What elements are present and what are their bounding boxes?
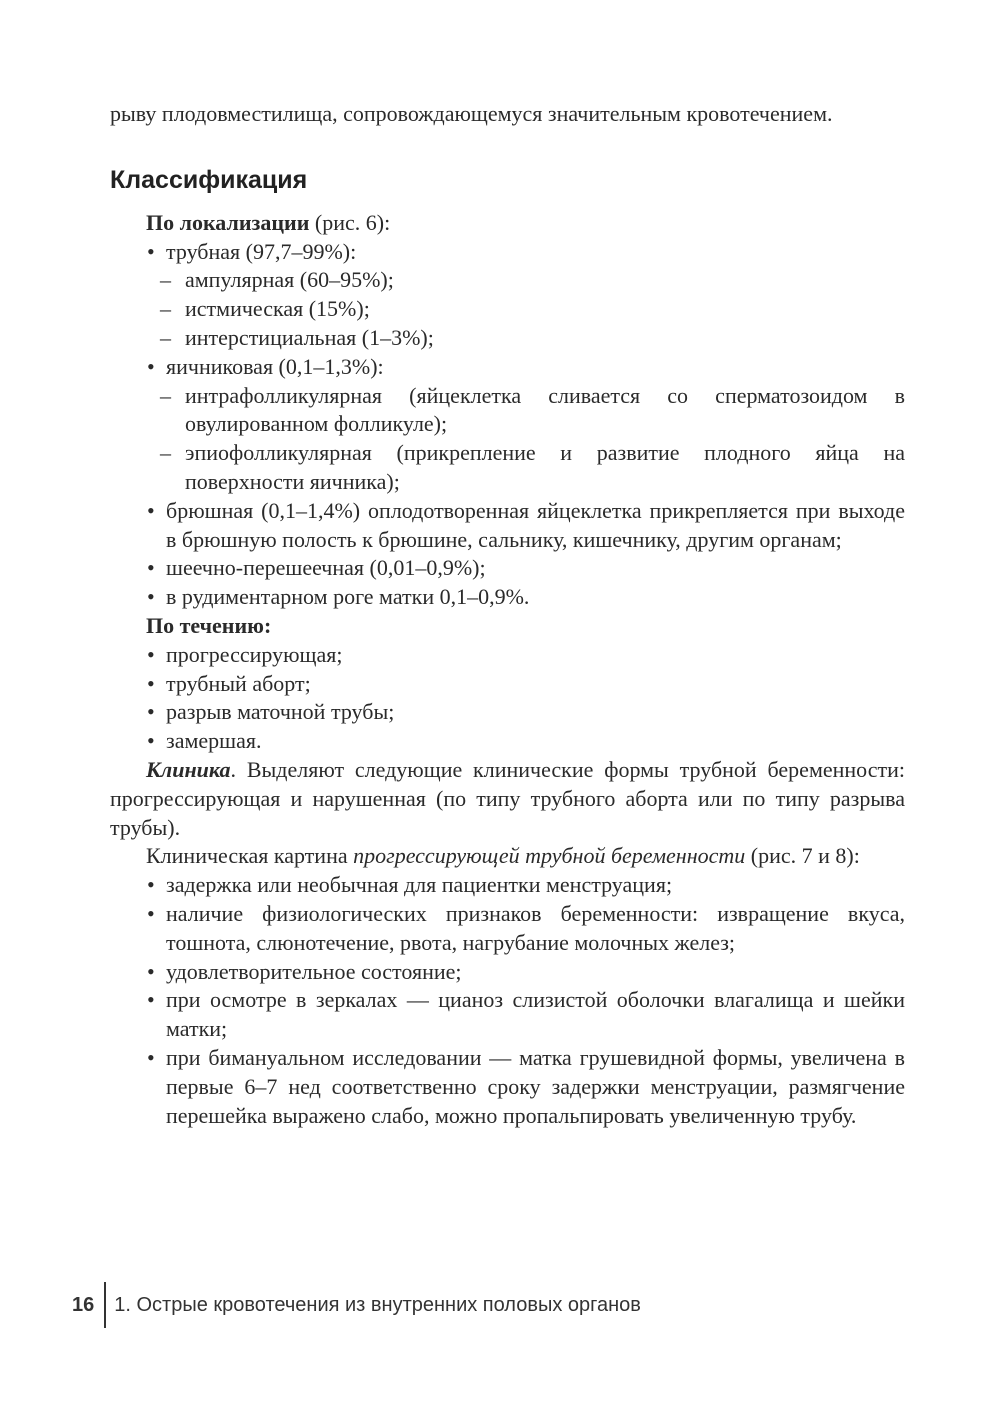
localization-heading [146,209,905,238]
localization-label: По локализации [146,209,310,235]
localization-ref: (рис. 6): [309,209,391,235]
page-number: 16 [72,1293,95,1316]
list-item: • удовлетворительное состояние; [110,958,905,987]
chapter-title: 1. Острые кровотечения из внутренних половых органов [114,1293,641,1316]
list-item: • задержка или необычная для пациентки менструация; [110,871,905,900]
list-item: • при бимануальном исследовании — матка грушевидной формы, увеличена в первые 6–7 нед соответственно сроку задержки менструации, размягчение перешейка выражено слабо, можно пропальпировать увеличенную трубу. [110,1044,905,1130]
picture-post: (рис. 7 и 8): [745,843,860,869]
course-heading [146,612,905,641]
list-item: • прогрессирующая; [110,641,905,670]
list-item: • брюшная (0,1–1,4%) оплодотворенная яйцеклетка прикрепляется при выходе в брюшную полость к брюшине, сальнику, кишечнику, другим органам; [110,497,905,555]
page-body [110,100,905,1130]
localization-list [110,238,905,612]
clinic-paragraph [110,756,905,842]
list-item: • разрыв маточной трубы; [110,698,905,727]
list-item: • в рудиментарном роге матки 0,1–0,9%. [110,583,905,612]
picture-pre: Клиническая картина [146,843,354,869]
list-item: – интерстициальная (1–3%); [110,324,905,353]
course-list [110,641,905,756]
picture-em: прогрессирующей трубной беременности [353,843,746,869]
list-item: • при осмотре в зеркалах — цианоз слизистой оболочки влагалища и шейки матки; [110,986,905,1044]
intro-paragraph: рыву плодовместилища, сопровождающемуся значительным кровотечением. [110,101,833,126]
symptoms-list [110,871,905,1130]
list-item: • шеечно-перешеечная (0,01–0,9%); [110,554,905,583]
page-footer [72,1282,641,1328]
list-item: – интрафолликулярная (яйцеклетка сливается со сперматозоидом в овулированном фолликуле); [110,382,905,440]
list-item: • наличие физиологических признаков беременности: извращение вкуса, тошнота, слюнотечение, рвота, нагрубание молочных желез; [110,900,905,958]
list-item: – эпиофолликулярная (прикрепление и развитие плодного яйца на поверхности яичника); [110,439,905,497]
list-item: – истмическая (15%); [110,295,905,324]
list-item: – ампулярная (60–95%); [110,266,905,295]
list-item: • яичниковая (0,1–1,3%): [110,353,905,382]
picture-paragraph [110,842,905,871]
clinic-text: . Выделяют следующие клинические формы трубной беременности: прогрессирующая и нарушенная (по типу трубного аборта или по типу разрыва трубы). [110,756,905,840]
list-item: • замершая. [110,727,905,756]
clinic-label: Клиника [146,756,231,782]
footer-divider [104,1282,106,1328]
list-item: • трубный аборт; [110,670,905,699]
course-label: По течению: [146,612,272,638]
section-heading: Классификация [110,165,308,194]
list-item: • трубная (97,7–99%): [110,238,905,267]
